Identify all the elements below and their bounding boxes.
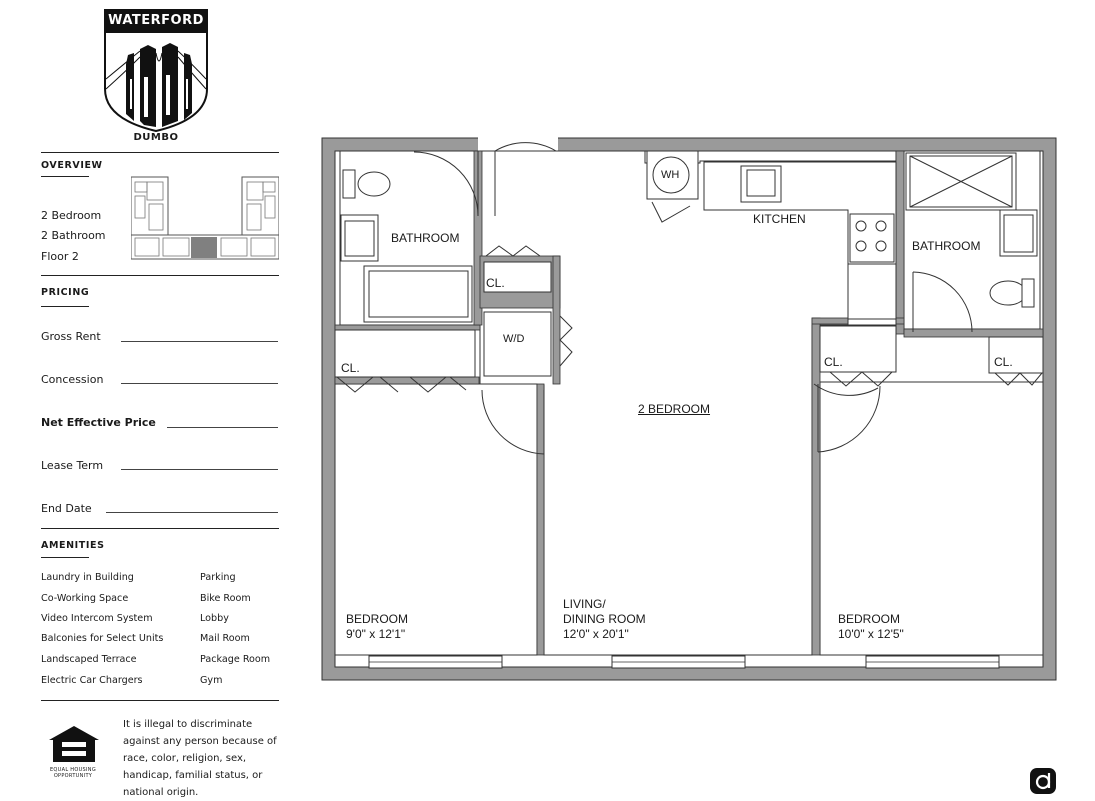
room-label-bathroom: BATHROOM — [391, 231, 460, 245]
divider — [41, 528, 279, 529]
logo-location: DUMBO — [133, 132, 179, 143]
amenity-item: Bike Room — [200, 593, 251, 604]
brand-mark-icon — [1030, 768, 1056, 794]
gross-rent-label: Gross Rent — [41, 330, 101, 343]
room-dimensions: 12'0" x 20'1" — [563, 627, 629, 641]
amenity-item: Package Room — [200, 654, 271, 665]
amenity-item: Laundry in Building — [41, 572, 134, 583]
room-label-kitchen: KITCHEN — [753, 212, 806, 226]
overview-heading: OVERVIEW — [41, 160, 103, 171]
divider — [41, 557, 89, 558]
plan-title: 2 BEDROOM — [638, 402, 711, 416]
amenity-item: Landscaped Terrace — [41, 654, 137, 665]
amenity-item: Co-Working Space — [41, 593, 129, 604]
room-label-bedroom: BEDROOM — [346, 612, 409, 626]
amenity-item: Parking — [200, 572, 236, 583]
gross-rent-line — [121, 341, 278, 342]
room-dimensions: 9'0" x 12'1" — [346, 627, 406, 641]
pricing-heading: PRICING — [41, 287, 90, 298]
divider — [41, 152, 279, 153]
closet-label: CL. — [486, 276, 505, 290]
concession-line — [121, 383, 278, 384]
lease-term-label: Lease Term — [41, 459, 104, 472]
fair-housing-statement: It is illegal to discriminate against any person because of race, color, religion, sex, handicap, familial status, or national origin. — [123, 719, 277, 798]
closet-label: CL. — [824, 355, 843, 369]
end-date-line — [106, 512, 278, 513]
room-label-bathroom: BATHROOM — [912, 239, 981, 253]
end-date-label: End Date — [41, 502, 92, 515]
divider — [41, 306, 89, 307]
overview-floor: Floor 2 — [41, 250, 79, 263]
net-effective-price-label: Net Effective Price — [41, 416, 156, 429]
room-label-living: LIVING/ — [563, 597, 606, 611]
divider — [41, 275, 279, 276]
divider — [41, 176, 89, 177]
amenity-item: Balconies for Select Units — [41, 633, 164, 644]
concession-label: Concession — [41, 373, 104, 386]
water-heater-label: WH — [661, 169, 680, 181]
amenity-item: Lobby — [200, 613, 229, 624]
key-plan-thumbnail — [131, 176, 279, 260]
washer-dryer-label: W/D — [503, 333, 525, 345]
room-label-bedroom: BEDROOM — [838, 612, 901, 626]
amenity-item: Mail Room — [200, 633, 250, 644]
room-label-dining: DINING ROOM — [563, 612, 646, 626]
amenity-item: Electric Car Chargers — [41, 675, 143, 686]
closet-label: CL. — [994, 355, 1013, 369]
logo-wordmark: WATERFORD — [108, 13, 204, 28]
closet-label: CL. — [341, 361, 360, 375]
overview-bathrooms: 2 Bathroom — [41, 229, 106, 242]
amenity-item: Video Intercom System — [41, 613, 153, 624]
overview-bedrooms: 2 Bedroom — [41, 209, 102, 222]
amenities-heading: AMENITIES — [41, 540, 105, 551]
equal-housing-icon — [47, 724, 101, 764]
amenity-item: Gym — [200, 675, 223, 686]
divider — [41, 700, 279, 701]
equal-housing-caption: EQUAL HOUSING OPPORTUNITY — [49, 767, 97, 779]
room-dimensions: 10'0" x 12'5" — [838, 627, 904, 641]
lease-term-line — [121, 469, 278, 470]
net-effective-price-line — [167, 427, 278, 428]
